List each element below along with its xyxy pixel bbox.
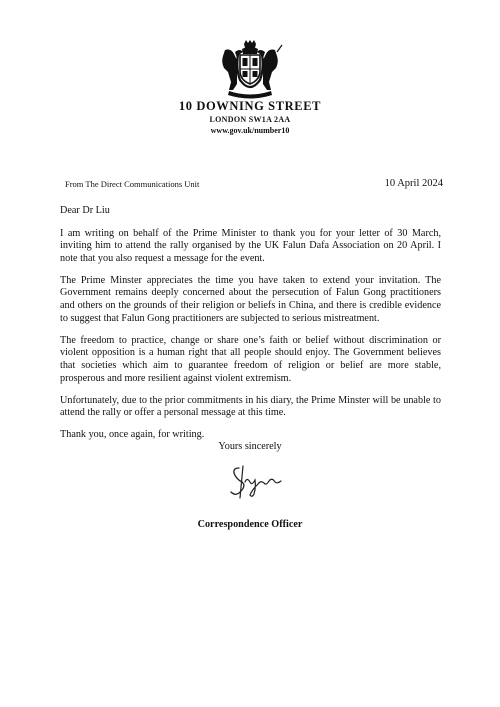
letterhead-website: www.gov.uk/number10 (210, 126, 290, 135)
closing: Yours sincerely (218, 441, 282, 452)
letterhead-street: 10 DOWNING STREET (178, 99, 322, 113)
letterhead-city: LONDON SW1A 2AA (209, 115, 291, 124)
sender-unit: From The Direct Communications Unit (65, 179, 200, 189)
paragraph-3: The freedom to practice, change or share one’s faith or belief without discrimination or violent opposition is a human right that all people should enjoy. The Government believes that societies which aim to guarantee freedom of religion or belief are more stable, prosperous and more resilient against violent extremism. (60, 334, 441, 384)
paragraph-2: The Prime Minster appreciates the time you have taken to extend your invitation. The Government remains deeply concerned about the persecution of Falun Gong practitioners and others on the grounds of their religion or beliefs in China, and there is credible evidence to suggest that Falun Gong practitioners are subjected to serious mistreatment. (60, 274, 441, 324)
letter-body (60, 205, 441, 451)
letterhead-address (0, 99, 500, 136)
paragraph-4: Unfortunately, due to the prior commitments in his diary, the Prime Minster will be unable to attend the rally or offer a personal message at this time. (60, 394, 441, 419)
paragraph-1: I am writing on behalf of the Prime Minister to thank you for your letter of 30 March, inviting him to attend the rally organised by the UK Falun Dafa Association on 20 April. I note that you also request a message for the event. (60, 227, 441, 264)
paragraph-5: Thank you, once again, for writing. (60, 429, 205, 441)
signatory-title: Correspondence Officer (197, 519, 303, 530)
royal-coat-of-arms-icon (215, 40, 285, 100)
salutation: Dear Dr Liu (60, 205, 110, 216)
letter-date: 10 April 2024 (384, 178, 443, 189)
signature-mark (225, 462, 283, 502)
